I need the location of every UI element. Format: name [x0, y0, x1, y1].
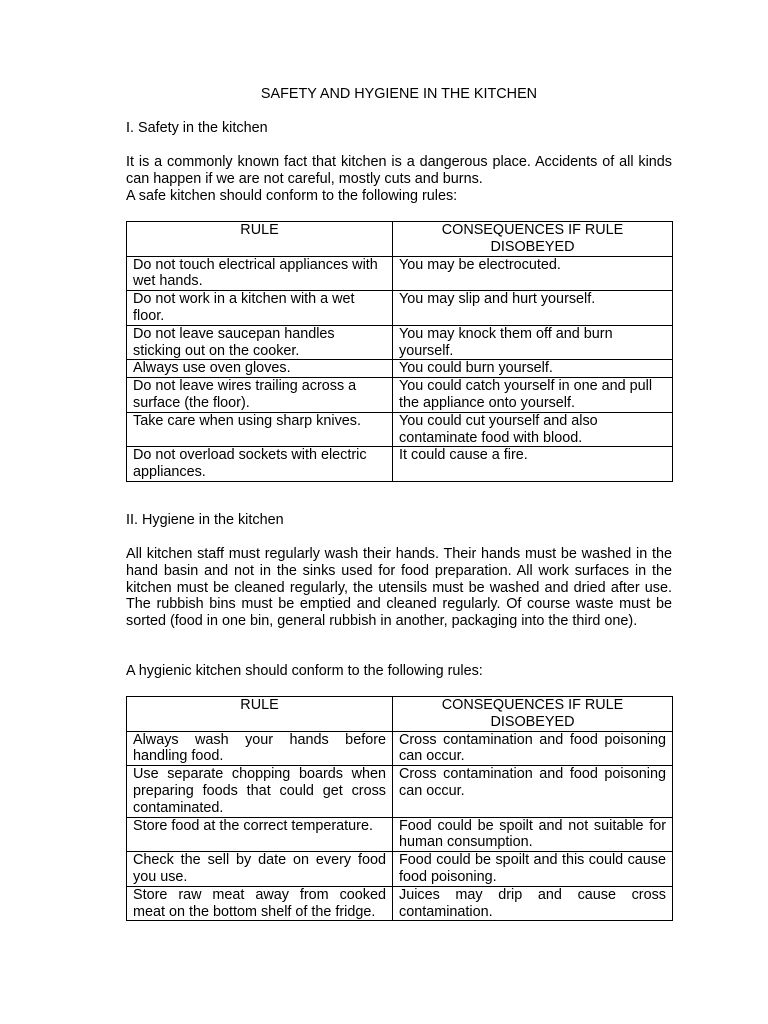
rule-cell: Check the sell by date on every food you use.	[127, 852, 393, 887]
table-header-row	[127, 697, 673, 732]
consequence-cell: Food could be spoilt and not suitable for human consumption.	[393, 817, 673, 852]
rule-cell: Always use oven gloves.	[127, 360, 393, 378]
hygiene-paragraph: All kitchen staff must regularly wash their hands. Their hands must be washed in the hand basin and not in the sinks used for food preparation. All work surfaces in the kitchen must be cleaned regularly, the utensils must be washed and dried after use. The rubbish bins must be emptied and cleaned regularly. Of course waste must be sorted (food in one bin, general rubbish in another, packaging into the third one).	[126, 546, 672, 630]
consequence-cell: Food could be spoilt and this could cause food poisoning.	[393, 852, 673, 887]
column-header-rule: RULE	[127, 222, 393, 257]
rule-cell: Always wash your hands before handling food.	[127, 731, 393, 766]
table-row	[127, 886, 673, 921]
consequence-cell: You may slip and hurt yourself.	[393, 291, 673, 326]
safety-intro	[126, 154, 672, 204]
table-row	[127, 378, 673, 413]
consequence-cell: Cross contamination and food poisoning can occur.	[393, 766, 673, 817]
consequence-cell: It could cause a fire.	[393, 447, 673, 482]
consequence-cell: Cross contamination and food poisoning can occur.	[393, 731, 673, 766]
table-row	[127, 731, 673, 766]
rule-cell: Do not leave wires trailing across a surface (the floor).	[127, 378, 393, 413]
consequence-cell: Juices may drip and cause cross contamination.	[393, 886, 673, 921]
table-row	[127, 256, 673, 291]
rule-cell: Take care when using sharp knives.	[127, 412, 393, 447]
safety-rules-intro: A safe kitchen should conform to the following rules:	[126, 187, 458, 204]
table-row	[127, 852, 673, 887]
section-heading-hygiene: II. Hygiene in the kitchen	[126, 512, 284, 528]
column-header-rule: RULE	[127, 697, 393, 732]
rule-cell: Use separate chopping boards when preparing foods that could get cross contaminated.	[127, 766, 393, 817]
column-header-consequences: CONSEQUENCES IF RULE DISOBEYED	[393, 697, 673, 732]
table-row	[127, 447, 673, 482]
table-header-row	[127, 222, 673, 257]
rule-cell: Do not leave saucepan handles sticking out on the cooker.	[127, 325, 393, 360]
section-heading-safety: I. Safety in the kitchen	[126, 120, 268, 136]
table-row	[127, 291, 673, 326]
document-title: SAFETY AND HYGIENE IN THE KITCHEN	[260, 86, 538, 102]
table-row	[127, 360, 673, 378]
safety-paragraph: It is a commonly known fact that kitchen is a dangerous place. Accidents of all kinds can happen if we are not careful, mostly cuts and burns.	[126, 154, 672, 187]
consequence-cell: You could cut yourself and also contaminate food with blood.	[393, 412, 673, 447]
rule-cell: Do not work in a kitchen with a wet floor.	[127, 291, 393, 326]
rule-cell: Do not touch electrical appliances with wet hands.	[127, 256, 393, 291]
hygiene-rules-intro: A hygienic kitchen should conform to the following rules:	[126, 663, 483, 679]
rule-cell: Store food at the correct temperature.	[127, 817, 393, 852]
safety-rules-table	[126, 221, 673, 482]
table-row	[127, 412, 673, 447]
rule-cell: Do not overload sockets with electric appliances.	[127, 447, 393, 482]
consequence-cell: You may knock them off and burn yourself.	[393, 325, 673, 360]
consequence-cell: You may be electrocuted.	[393, 256, 673, 291]
consequence-cell: You could burn yourself.	[393, 360, 673, 378]
hygiene-rules-table	[126, 696, 673, 921]
consequence-cell: You could catch yourself in one and pull the appliance onto yourself.	[393, 378, 673, 413]
table-row	[127, 766, 673, 817]
table-row	[127, 325, 673, 360]
rule-cell: Store raw meat away from cooked meat on the bottom shelf of the fridge.	[127, 886, 393, 921]
table-row	[127, 817, 673, 852]
column-header-consequences: CONSEQUENCES IF RULE DISOBEYED	[393, 222, 673, 257]
